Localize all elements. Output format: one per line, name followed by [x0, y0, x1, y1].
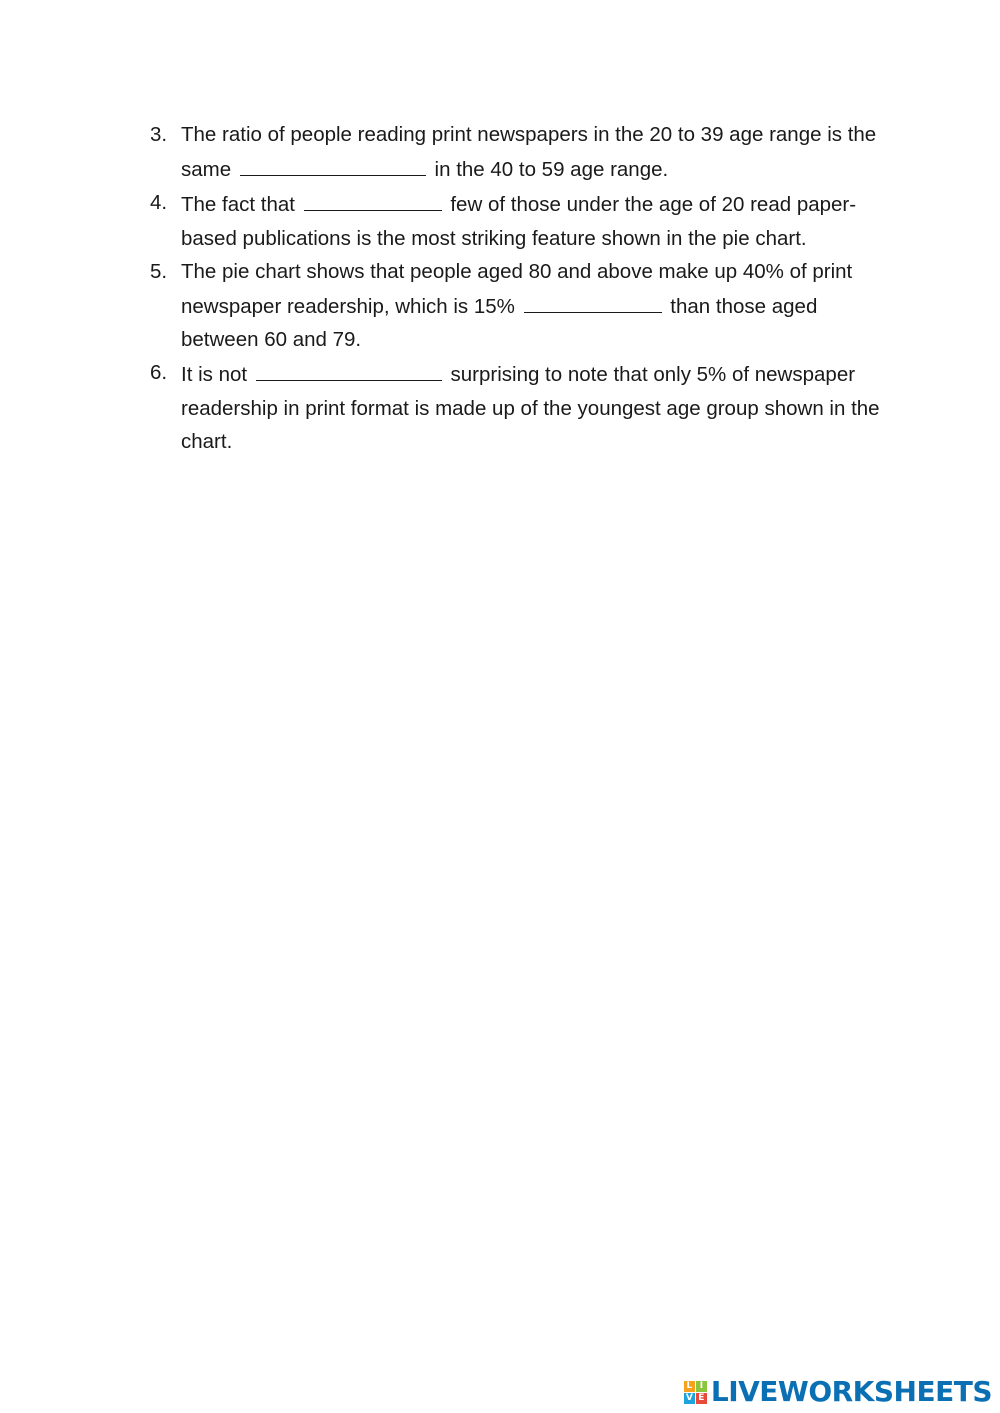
logo-tile: V — [684, 1393, 695, 1404]
logo-tile: L — [684, 1381, 695, 1392]
question-text — [181, 255, 890, 357]
question-text-after: than those aged between 60 and 79. — [181, 295, 818, 352]
question-text-after: in the 40 to 59 age range. — [434, 158, 669, 182]
question-5 — [150, 255, 890, 357]
logo-tile: E — [696, 1393, 707, 1404]
answer-blank[interactable] — [240, 151, 426, 176]
question-number: 5. — [150, 259, 168, 283]
question-4 — [150, 186, 890, 254]
question-list — [150, 118, 890, 458]
question-text — [181, 356, 890, 458]
answer-blank[interactable] — [304, 186, 442, 211]
logo-text: LIVEWORKSHEETS — [710, 1375, 992, 1408]
question-text-after: surprising to note that only 5% of newspaper readership in print format is made up of the youngest age group shown in the chart. — [181, 363, 880, 453]
question-number: 4. — [150, 191, 168, 215]
liveworksheets-logo — [684, 1377, 992, 1407]
logo-tile: I — [696, 1381, 707, 1392]
answer-blank[interactable] — [524, 288, 662, 313]
question-text-before: The pie chart shows that people aged 80 and above make up 40% of print newspaper readership, which is 15% — [181, 259, 853, 319]
question-text — [181, 186, 890, 254]
question-text — [181, 118, 890, 186]
question-3 — [150, 118, 890, 186]
question-text-after: few of those under the age of 20 read paper-based publications is the most striking feature shown in the pie chart. — [181, 193, 857, 250]
question-6 — [150, 356, 890, 458]
question-text-before: It is not — [181, 363, 248, 387]
question-text-before: The ratio of people reading print newspapers in the 20 to 39 age range is the same — [181, 123, 877, 182]
answer-blank[interactable] — [256, 356, 442, 381]
question-number: 3. — [150, 123, 168, 146]
logo-mark-icon — [684, 1381, 707, 1404]
question-number: 6. — [150, 361, 168, 385]
question-text-before: The fact that — [181, 193, 295, 217]
